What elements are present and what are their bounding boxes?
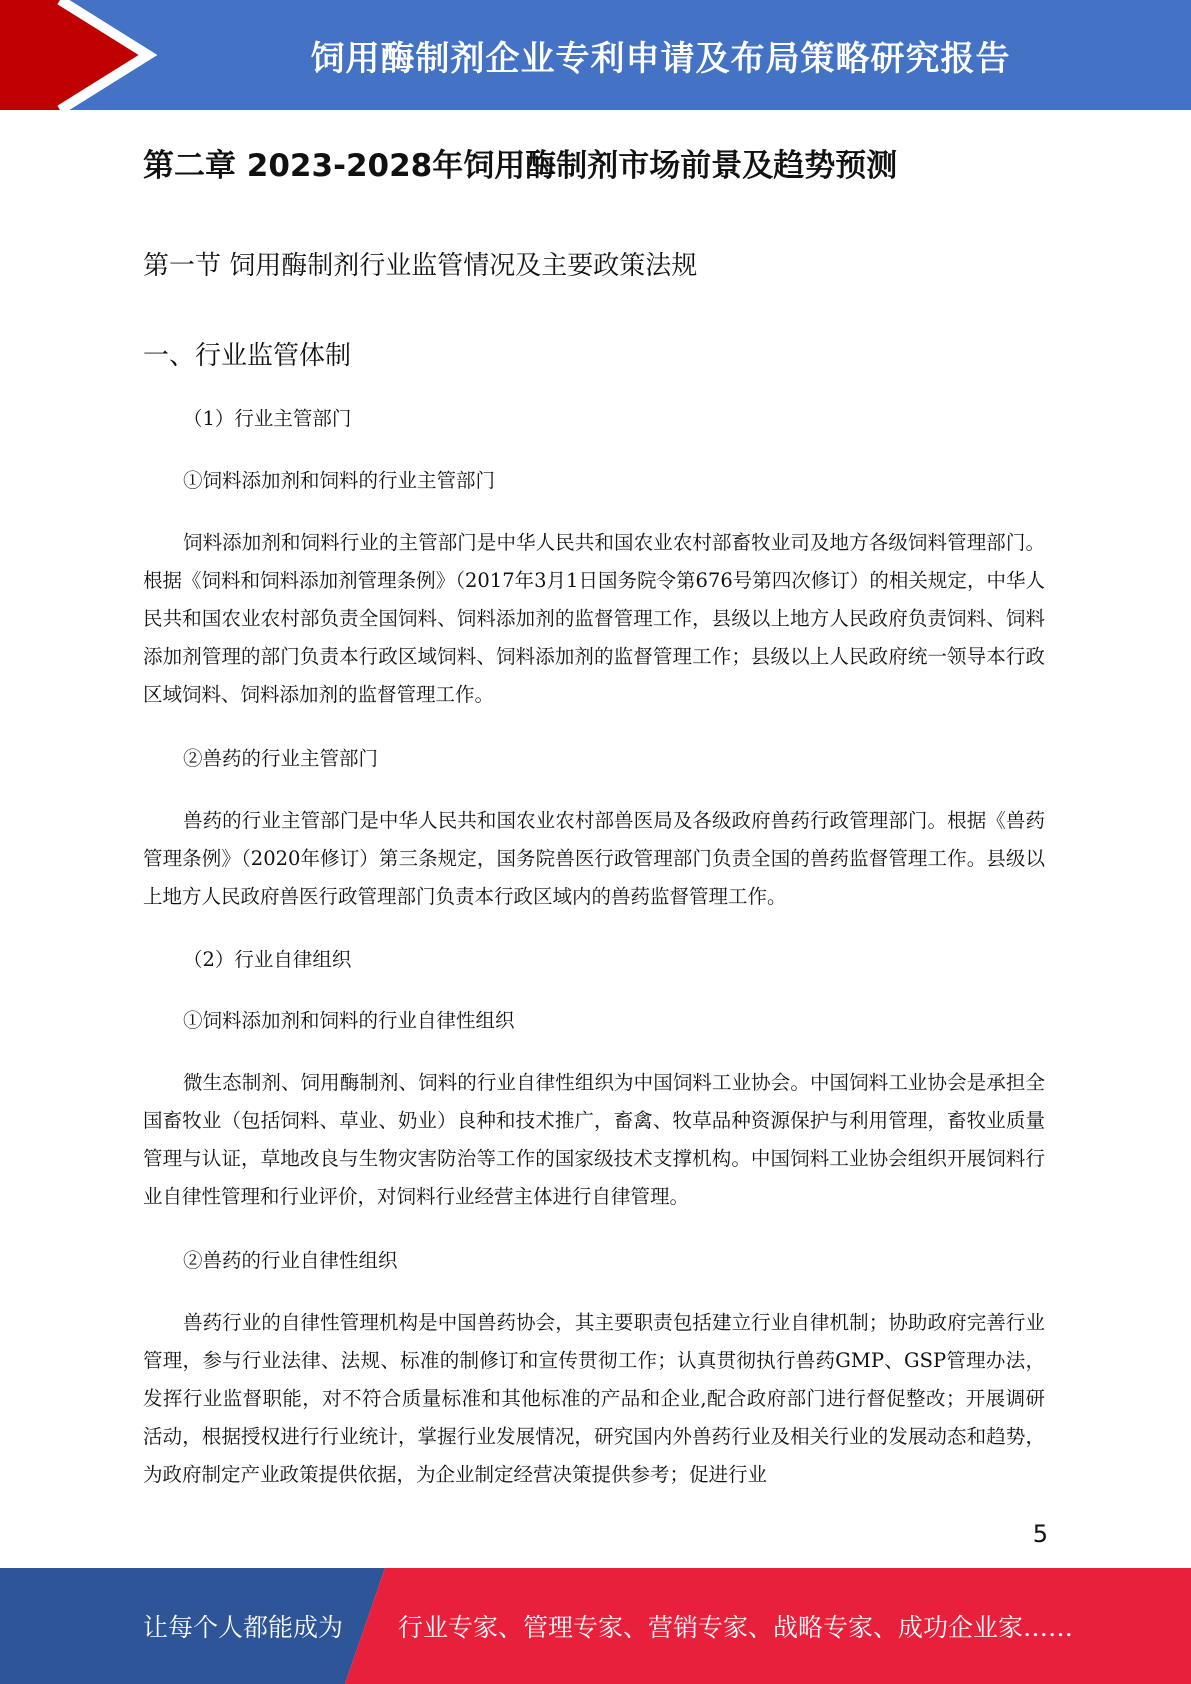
header-band <box>0 0 1191 110</box>
footer-slogan-left: 让每个人都能成为 <box>143 1613 344 1642</box>
paragraph: 兽药行业的自律性管理机构是中国兽药协会，其主要职责包括建立行业自律机制；协助政府完善行业管理，参与行业法律、法规、标准的制修订和宣传贯彻工作；认真贯彻执行兽药GMP、GSP管理办法，发挥行业监督职能，对不符合质量标准和其他标准的产品和企业,配合政府部门进行督促整改；开展调研活动，根据授权进行行业统计，掌握行业发展情况，研究国内外兽药行业及相关行业的发展动态和趋势，为政府制定产业政策提供依据，为企业制定经营决策提供参考；促进行业 <box>143 1311 1045 1486</box>
item-label: （2）行业自律组织 <box>183 948 352 971</box>
item-label: ①饲料添加剂和饲料的行业主管部门 <box>183 469 496 492</box>
item-label: ②兽药的行业自律性组织 <box>183 1249 398 1272</box>
section-title: 第一节 饲用酶制剂行业监管情况及主要政策法规 <box>143 251 698 281</box>
footer-slogan-right: 行业专家、管理专家、营销专家、战略专家、成功企业家…… <box>398 1613 1074 1642</box>
chapter-title: 第二章 2023-2028年饲用酶制剂市场前景及趋势预测 <box>143 148 898 184</box>
item-label: ①饲料添加剂和饲料的行业自律性组织 <box>183 1009 515 1032</box>
subsection-title: 一、行业监管体制 <box>143 341 352 371</box>
footer-band <box>0 1568 1191 1684</box>
page-number: 5 <box>1032 1520 1048 1548</box>
item-label: （1）行业主管部门 <box>183 407 352 430</box>
chevron-arrow-icon <box>0 0 160 110</box>
paragraph: 兽药的行业主管部门是中华人民共和国农业农村部兽医局及各级政府兽药行政管理部门。根据《兽药管理条例》（2020年修订）第三条规定，国务院兽医行政管理部门负责全国的兽药监督管理工作。县级以上地方人民政府兽医行政管理部门负责本行政区域内的兽药监督管理工作。 <box>143 809 1045 908</box>
report-title: 饲用酶制剂企业专利申请及布局策略研究报告 <box>310 38 1011 79</box>
paragraph: 微生态制剂、饲用酶制剂、饲料的行业自律性组织为中国饲料工业协会。中国饲料工业协会是承担全国畜牧业（包括饲料、草业、奶业）良种和技术推广，畜禽、牧草品种资源保护与利用管理，畜牧业质量管理与认证，草地改良与生物灾害防治等工作的国家级技术支撑机构。中国饲料工业协会组织开展饲料行业自律性管理和行业评价，对饲料行业经营主体进行自律管理。 <box>143 1071 1045 1208</box>
item-label: ②兽药的行业主管部门 <box>183 747 379 770</box>
paragraph: 饲料添加剂和饲料行业的主管部门是中华人民共和国农业农村部畜牧业司及地方各级饲料管理部门。根据《饲料和饲料添加剂管理条例》（2017年3月1日国务院令第676号第四次修订）的相关规定，中华人民共和国农业农村部负责全国饲料、饲料添加剂的监督管理工作，县级以上地方人民政府负责饲料、饲料添加剂管理的部门负责本行政区域饲料、饲料添加剂的监督管理工作；县级以上人民政府统一领导本行政区域饲料、饲料添加剂的监督管理工作。 <box>143 531 1045 706</box>
